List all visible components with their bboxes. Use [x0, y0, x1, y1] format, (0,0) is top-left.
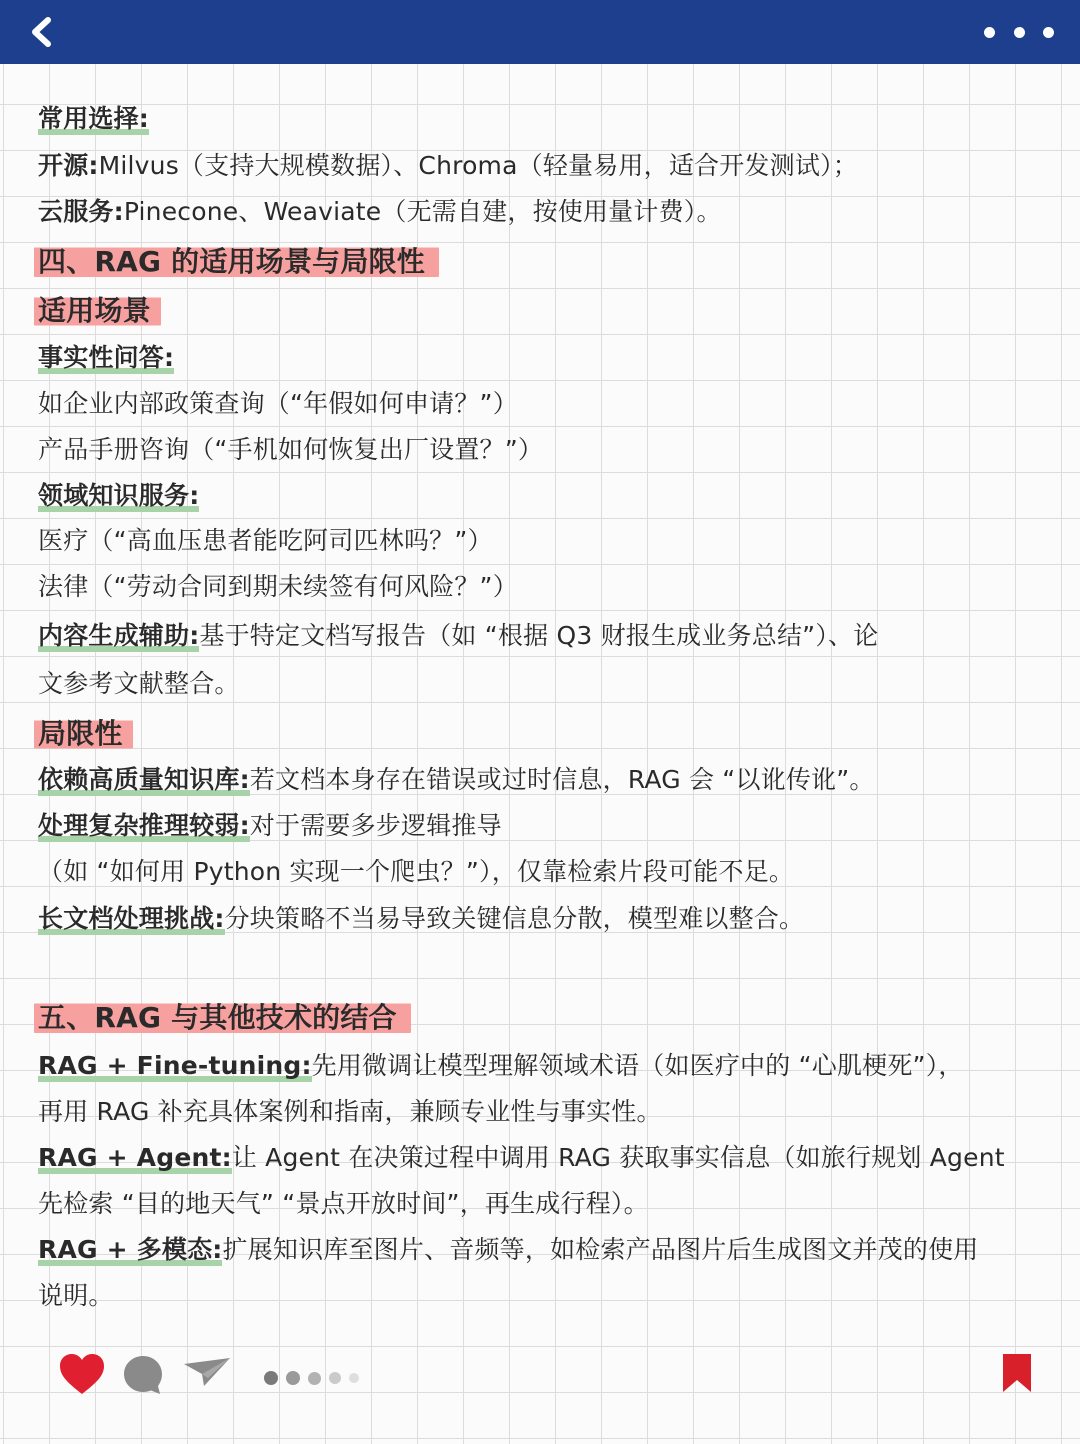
domain-heading-line	[38, 479, 1050, 513]
comment-button[interactable]	[120, 1352, 170, 1400]
limit-1-text: 若文档本身存在错误或过时信息，RAG 会 “以讹传讹”。	[249, 765, 875, 794]
section4-title-line	[38, 243, 1050, 282]
section4-title: 四、RAG 的适用场景与局限性	[34, 243, 439, 281]
content-gen-text-2: 文参考文献整合。	[38, 669, 240, 698]
more-dot-icon	[984, 27, 995, 38]
multimodal-line-1	[38, 1233, 1050, 1267]
fact-qa-example-2	[38, 433, 1050, 467]
content-gen-text-1: 基于特定文档写报告（如 “根据 Q3 财报生成业务总结”）、论	[199, 621, 879, 650]
fact-qa-label: 事实性问答:	[38, 343, 175, 372]
domain-example-2-text: 法律（“劳动合同到期未续签有何风险？”）	[38, 572, 518, 601]
share-button[interactable]	[182, 1352, 232, 1400]
cloud-service-line	[38, 195, 1050, 229]
domain-example-1	[38, 524, 1050, 558]
open-source-text: Milvus（支持大规模数据）、Chroma（轻量易用，适合开发测试）；	[98, 151, 858, 180]
fact-qa-example-2-text: 产品手册咨询（“手机如何恢复出厂设置？”）	[38, 435, 544, 464]
fact-qa-heading-line	[38, 341, 1050, 375]
content-gen-label: 内容生成辅助:	[38, 621, 200, 650]
page-indicator	[264, 1368, 359, 1388]
open-source-line	[38, 149, 1050, 183]
bookmark-icon	[1000, 1352, 1034, 1394]
page-dot-active	[264, 1371, 278, 1385]
back-button[interactable]	[20, 10, 64, 54]
limit-2-label: 处理复杂推理较弱:	[38, 811, 250, 840]
limit-3-label: 长文档处理挑战:	[38, 904, 225, 933]
agent-line-1	[38, 1141, 1050, 1175]
bookmark-button[interactable]	[1000, 1352, 1040, 1400]
chevron-left-icon	[27, 17, 57, 47]
multimodal-text-2: 说明。	[38, 1281, 114, 1310]
page-dot	[329, 1372, 341, 1384]
limit-1-label: 依赖高质量知识库:	[38, 765, 250, 794]
domain-label: 领域知识服务:	[38, 481, 200, 510]
scenes-title-line	[38, 292, 1050, 331]
heart-icon	[58, 1352, 106, 1396]
agent-line-2	[38, 1187, 1050, 1221]
more-options-button[interactable]	[984, 14, 1054, 50]
fact-qa-example-1-text: 如企业内部政策查询（“年假如何申请？”）	[38, 389, 518, 418]
agent-label: RAG + Agent:	[38, 1143, 232, 1172]
like-button[interactable]	[58, 1352, 108, 1400]
bottom-action-bar	[0, 1340, 1080, 1410]
agent-text-1: 让 Agent 在决策过程中调用 RAG 获取事实信息（如旅行规划 Agent	[231, 1143, 1005, 1172]
fine-tuning-line-1	[38, 1049, 1050, 1083]
comment-icon	[120, 1352, 166, 1398]
content-gen-line-2	[38, 667, 1050, 701]
limit-2-text-2: （如 “如何用 Python 实现一个爬虫？”），仅靠检索片段可能不足。	[38, 857, 795, 886]
fine-tuning-line-2	[38, 1095, 1050, 1129]
multimodal-line-2	[38, 1279, 1050, 1313]
page-dot	[349, 1373, 359, 1383]
limit-2-text-1: 对于需要多步逻辑推导	[249, 811, 502, 840]
page-dot	[308, 1372, 321, 1385]
agent-text-2: 先检索 “目的地天气” “景点开放时间”，再生成行程）。	[38, 1189, 649, 1218]
fine-tuning-text-1: 先用微调让模型理解领域术语（如医疗中的 “心肌梗死”），	[311, 1051, 964, 1080]
limit-2-line-1	[38, 809, 1050, 843]
limits-title: 局限性	[34, 715, 133, 753]
cloud-service-label: 云服务:	[38, 197, 124, 226]
limit-3-line	[38, 902, 1050, 936]
common-choice-line	[38, 102, 1050, 136]
common-choice-heading: 常用选择:	[38, 104, 149, 133]
scenes-title: 适用场景	[34, 292, 161, 330]
section5-title-line	[38, 999, 1050, 1038]
content-gen-line-1	[38, 619, 1050, 653]
domain-example-2	[38, 570, 1050, 604]
cloud-service-text: Pinecone、Weaviate（无需自建，按使用量计费）。	[123, 197, 722, 226]
more-dot-icon	[1014, 27, 1025, 38]
section5-title: 五、RAG 与其他技术的结合	[34, 999, 411, 1037]
multimodal-label: RAG + 多模态:	[38, 1235, 223, 1264]
multimodal-text-1: 扩展知识库至图片、音频等，如检索产品图片后生成图文并茂的使用	[222, 1235, 979, 1264]
limit-2-line-2	[38, 855, 1050, 889]
more-dot-icon	[1043, 27, 1054, 38]
limits-title-line	[38, 715, 1050, 754]
domain-example-1-text: 医疗（“高血压患者能吃阿司匹林吗？”）	[38, 526, 493, 555]
fine-tuning-label: RAG + Fine-tuning:	[38, 1051, 312, 1080]
top-nav-bar	[0, 0, 1080, 64]
fine-tuning-text-2: 再用 RAG 补充具体案例和指南，兼顾专业性与事实性。	[38, 1097, 662, 1126]
limit-1-line	[38, 763, 1050, 797]
page-dot	[286, 1371, 300, 1385]
fact-qa-example-1	[38, 387, 1050, 421]
send-icon	[182, 1352, 232, 1392]
limit-3-text: 分块策略不当易导致关键信息分散，模型难以整合。	[224, 904, 805, 933]
open-source-label: 开源:	[38, 151, 99, 180]
